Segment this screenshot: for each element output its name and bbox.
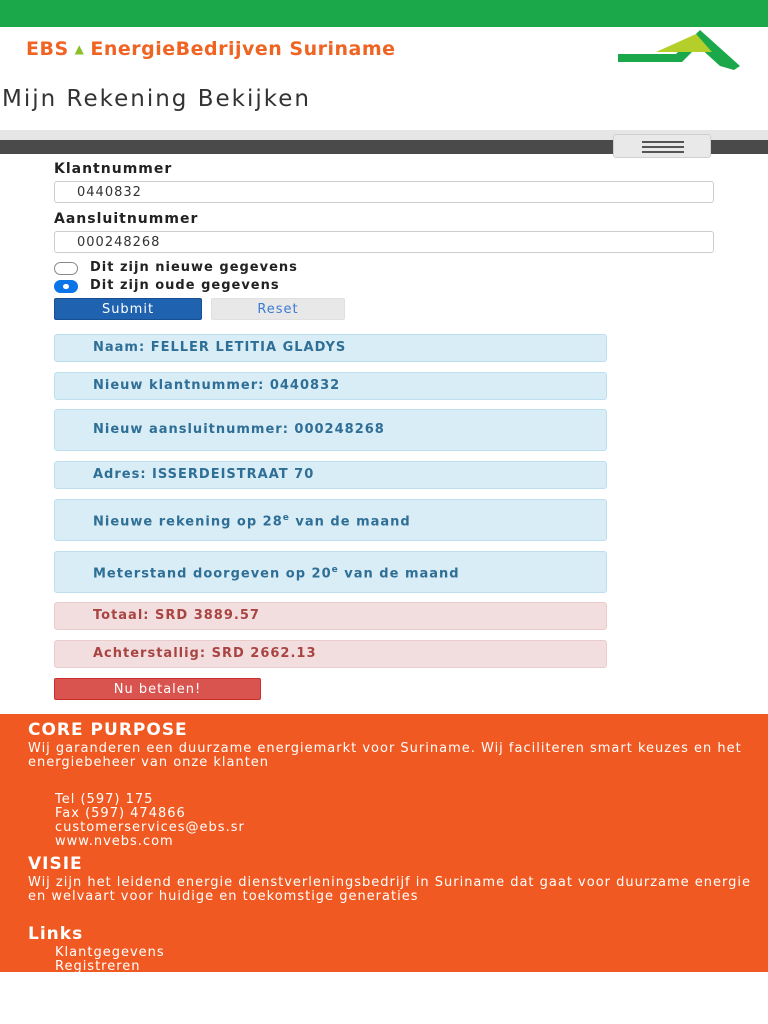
new-bill-suffix: van de maand <box>289 514 411 530</box>
new-bill-prefix: Nieuwe rekening op 28 <box>93 514 283 530</box>
meter-sup: e <box>331 564 339 575</box>
result-new-connection-number: Nieuw aansluitnummer: 000248268 <box>54 409 607 451</box>
meter-prefix: Meterstand doorgeven op 20 <box>93 566 332 582</box>
radio-new-button[interactable] <box>54 262 78 275</box>
reset-button[interactable]: Reset <box>211 298 345 320</box>
connection-number-label: Aansluitnummer <box>54 211 199 227</box>
contact-website-link[interactable]: www.nvebs.com <box>55 834 174 849</box>
result-new-customer-number: Nieuw klantnummer: 0440832 <box>54 372 607 400</box>
meter-suffix: van de maand <box>338 566 460 582</box>
customer-number-label: Klantnummer <box>54 161 173 177</box>
top-green-bar <box>0 0 768 27</box>
page-title: Mijn Rekening Bekijken <box>2 86 311 112</box>
ebs-logo-icon <box>616 26 742 70</box>
new-bill-sup: e <box>282 512 290 523</box>
contact-email-link[interactable]: customerservices@ebs.sr <box>55 820 245 835</box>
link-klantgegevens[interactable]: Klantgegevens <box>55 945 165 960</box>
submit-button[interactable]: Submit <box>54 298 202 320</box>
brand-triangle-icon: ▲ <box>74 42 85 56</box>
brand-wordmark[interactable] <box>26 38 396 60</box>
radio-old-button[interactable] <box>54 280 78 293</box>
menu-toggle-button[interactable] <box>613 134 711 158</box>
result-address: Adres: ISSERDEISTRAAT 70 <box>54 461 607 489</box>
connection-number-input[interactable]: 000248268 <box>54 231 714 253</box>
customer-number-input[interactable]: 0440832 <box>54 181 714 203</box>
core-purpose-text: Wij garanderen een duurzame energiemarkt voor Suriname. Wij faciliteren smart keuzes en het energiebeheer van onze klanten <box>28 741 742 770</box>
radio-new-label: Dit zijn nieuwe gegevens <box>90 260 298 275</box>
result-new-bill-date <box>54 499 607 541</box>
result-name: Naam: FELLER LETITIA GLADYS <box>54 334 607 362</box>
link-registreren[interactable]: Registreren <box>55 959 141 974</box>
pay-now-button[interactable]: Nu betalen! <box>54 678 261 700</box>
radio-new-data[interactable] <box>54 261 454 277</box>
meter-text <box>93 563 460 581</box>
result-total: Totaal: SRD 3889.57 <box>54 602 607 630</box>
contact-phone: Tel (597) 175 <box>55 792 154 807</box>
hamburger-icon <box>642 141 684 143</box>
hamburger-line <box>642 146 684 148</box>
contact-fax: Fax (597) 474866 <box>55 806 186 821</box>
core-purpose-heading: CORE PURPOSE <box>28 720 188 740</box>
visie-heading: VISIE <box>28 854 83 874</box>
new-bill-text <box>93 511 411 529</box>
links-heading: Links <box>28 924 84 944</box>
footer <box>0 714 768 972</box>
brand-short: EBS <box>26 38 69 60</box>
visie-text: Wij zijn het leidend energie dienstverleningsbedrijf in Suriname dat gaat voor duurzame energie en welvaart voor huidige en toekomstige generaties <box>28 875 752 904</box>
result-arrears: Achterstallig: SRD 2662.13 <box>54 640 607 668</box>
brand-full: EnergieBedrijven Suriname <box>90 38 396 60</box>
result-meter-date <box>54 551 607 593</box>
radio-old-label: Dit zijn oude gegevens <box>90 278 280 293</box>
radio-old-data[interactable] <box>54 279 454 295</box>
hamburger-line <box>642 151 684 153</box>
